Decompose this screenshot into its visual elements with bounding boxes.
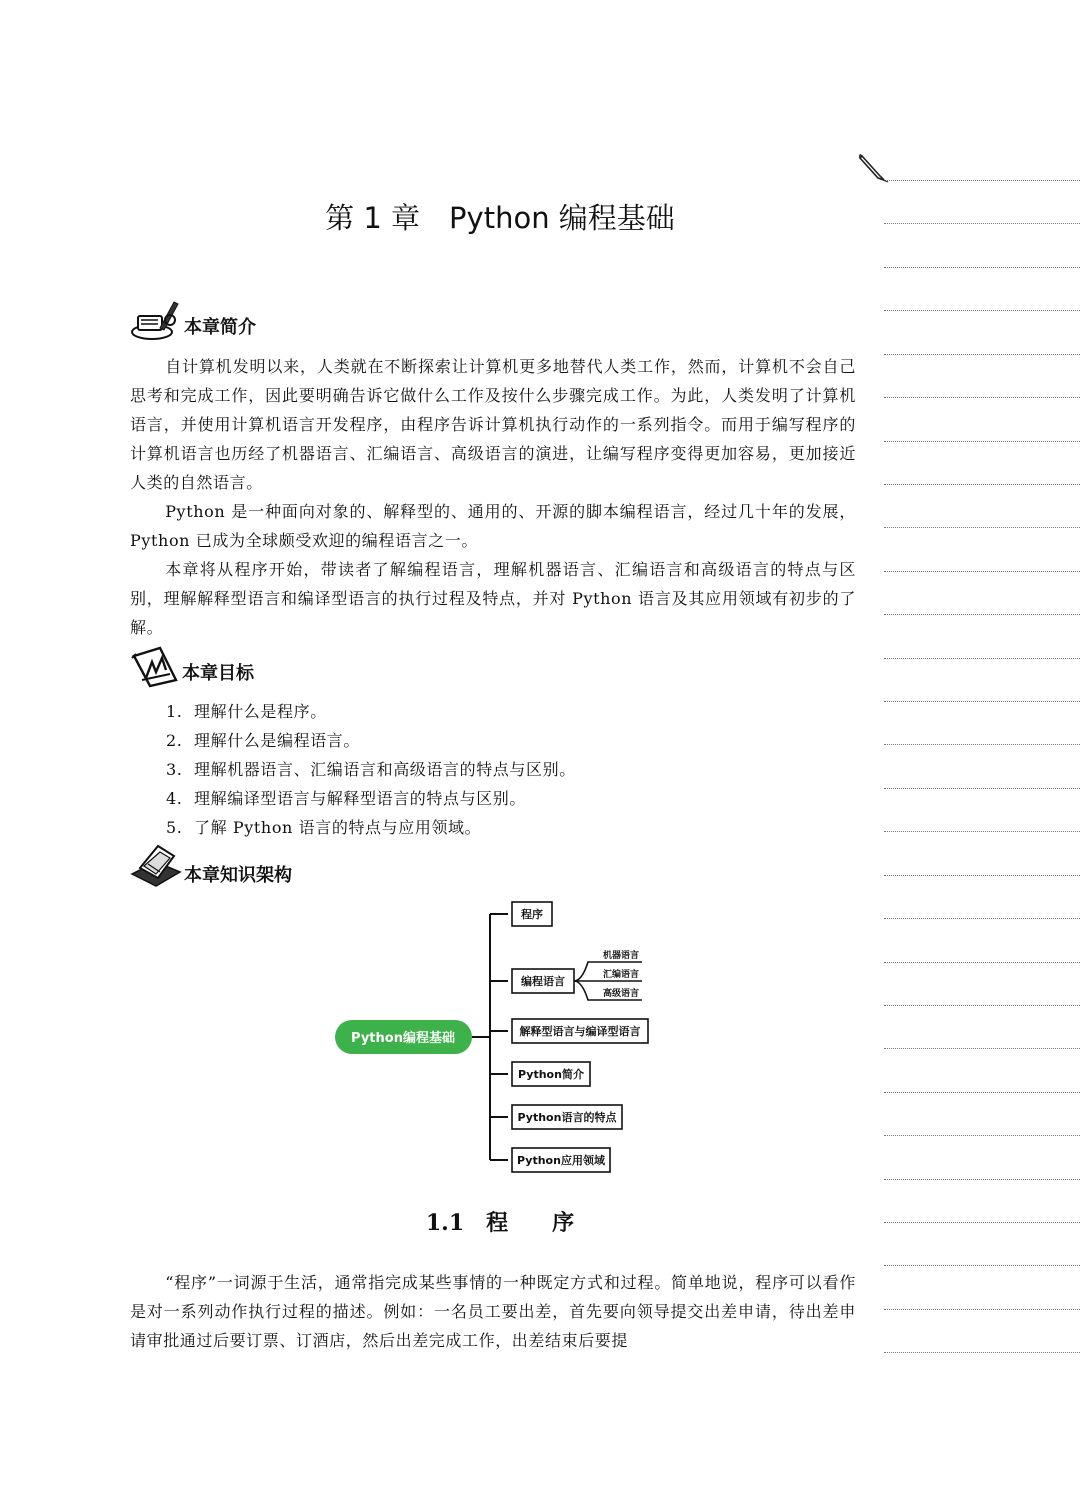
chapter-title: 第 1 章 Python 编程基础 bbox=[325, 201, 675, 235]
pen-icon bbox=[858, 152, 890, 184]
branch-label: 编程语言 bbox=[521, 975, 565, 988]
goals-chart-icon bbox=[130, 644, 180, 688]
intro-heading bbox=[130, 298, 256, 342]
goal-item bbox=[166, 755, 576, 784]
goal-item bbox=[166, 813, 576, 842]
goals-list bbox=[166, 697, 576, 842]
goal-item bbox=[166, 726, 576, 755]
intro-paragraph: Python 是一种面向对象的、解释型的、通用的、开源的脚本编程语言，经过几十年的发展，Python 已成为全球颇受欢迎的编程语言之一。 bbox=[130, 502, 856, 550]
goal-item bbox=[166, 697, 576, 726]
intro-paragraph: 本章将从程序开始，带读者了解编程语言，理解机器语言、汇编语言和高级语言的特点与区别，理解解释型语言和编译型语言的执行过程及特点，并对 Python 语言及其应用领域有初步的了解。 bbox=[130, 560, 856, 637]
section-paragraph: “程序”一词源于生活，通常指完成某些事情的一种既定方式和过程。简单地说，程序可以看作是对一系列动作执行过程的描述。例如：一名员工要出差，首先要向领导提交出差申请，待出差申请审批通过后要订票、订酒店，然后出差完成工作，出差结束后要提 bbox=[130, 1273, 856, 1350]
sub-branch-label: 汇编语言 bbox=[602, 970, 640, 980]
goal-number: 1. bbox=[166, 702, 183, 721]
intro-text bbox=[130, 352, 856, 642]
note-lines bbox=[884, 0, 1080, 1486]
goals-label: 本章目标 bbox=[182, 663, 254, 684]
goal-text: 理解编译型语言与解释型语言的特点与区别。 bbox=[194, 789, 527, 808]
goal-text: 了解 Python 语言的特点与应用领域。 bbox=[194, 818, 482, 837]
structure-icon bbox=[130, 842, 182, 890]
branch-label: Python应用领域 bbox=[517, 1154, 605, 1167]
goals-heading bbox=[130, 644, 254, 688]
goal-item bbox=[166, 784, 576, 813]
intro-icon bbox=[130, 298, 182, 342]
sub-branch-label: 高级语言 bbox=[602, 989, 640, 999]
branch-label: Python简介 bbox=[518, 1068, 584, 1081]
sub-branch-label: 机器语言 bbox=[602, 951, 640, 961]
structure-heading bbox=[130, 846, 292, 890]
goal-text: 理解什么是编程语言。 bbox=[194, 731, 361, 750]
branch-label: 程序 bbox=[521, 908, 543, 921]
intro-paragraph: 自计算机发明以来，人类就在不断探索让计算机更多地替代人类工作，然而，计算机不会自己思考和完成工作，因此要明确告诉它做什么工作及按什么步骤完成工作。为此，人类发明了计算机语言，并使用计算机语言开发程序，由程序告诉计算机执行动作的一系列指令。而用于编写程序的计算机语言也历经了机器语言、汇编语言、高级语言的演进，让编写程序变得更加容易，更加接近人类的自然语言。 bbox=[130, 357, 856, 492]
intro-label: 本章简介 bbox=[184, 317, 256, 338]
structure-label: 本章知识架构 bbox=[184, 865, 292, 886]
goal-number: 3. bbox=[166, 760, 183, 779]
goal-number: 4. bbox=[166, 789, 183, 808]
goal-text: 理解什么是程序。 bbox=[194, 702, 327, 721]
section-text bbox=[130, 1268, 856, 1355]
section-title: 1.1 程 序 bbox=[425, 1210, 575, 1236]
goal-text: 理解机器语言、汇编语言和高级语言的特点与区别。 bbox=[194, 760, 576, 779]
root-label: Python编程基础 bbox=[351, 1031, 455, 1046]
branch-label: 解释型语言与编译型语言 bbox=[519, 1025, 641, 1038]
branch-label: Python语言的特点 bbox=[517, 1111, 617, 1124]
goal-number: 5. bbox=[166, 818, 183, 837]
goal-number: 2. bbox=[166, 731, 183, 750]
knowledge-mindmap bbox=[330, 896, 670, 1178]
